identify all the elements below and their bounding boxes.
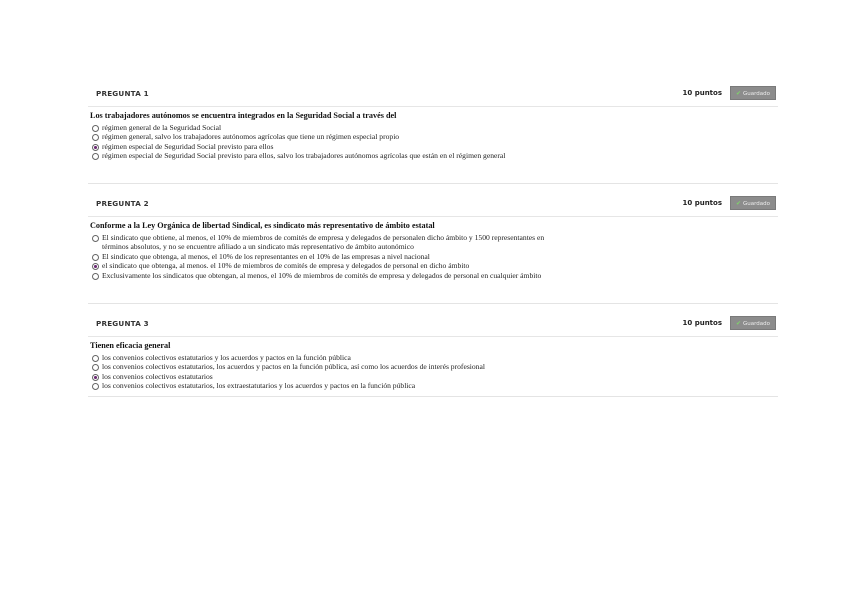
answer-option[interactable] <box>92 381 778 390</box>
question-divider <box>88 303 778 304</box>
answer-option[interactable] <box>92 233 778 252</box>
radio-button-selected[interactable] <box>92 144 99 151</box>
answer-text: los convenios colectivos estatutarios, los acuerdos y pactos en la función pública, así como los acuerdos de interés profesional <box>102 362 485 372</box>
answer-option[interactable] <box>92 151 778 160</box>
answer-list <box>88 123 778 161</box>
saved-label: Guardado <box>743 201 771 207</box>
radio-button[interactable] <box>92 383 99 390</box>
question-points: 10 puntos <box>682 89 722 97</box>
answer-option[interactable] <box>92 142 778 151</box>
answer-text: régimen especial de Seguridad Social previsto para ellos <box>102 141 274 151</box>
answer-option[interactable] <box>92 271 778 280</box>
check-icon: ✔ <box>735 90 741 97</box>
question-divider <box>88 183 778 184</box>
check-icon: ✔ <box>735 320 741 327</box>
question-points: 10 puntos <box>682 319 722 327</box>
question-label: PREGUNTA 3 <box>96 319 149 328</box>
answer-text: El sindicato que obtiene, al menos, el 10% de miembros de comités de empresa y delegados de personalen dicho ámbito y 1500 representantes en <box>102 233 545 242</box>
saved-badge <box>730 316 776 330</box>
question-divider <box>88 396 778 397</box>
answer-text: El sindicato que obtenga, al menos, el 10% de los representantes en el 10% de las empresas a nivel nacional <box>102 251 430 261</box>
answer-text: régimen general de la Seguridad Social <box>102 123 222 132</box>
answer-option[interactable] <box>92 372 778 381</box>
answer-text: régimen general, salvo los trabajadores autónomos agrícolas que tiene un régimen especial propio <box>102 132 400 142</box>
radio-button[interactable] <box>92 125 99 132</box>
answer-option[interactable] <box>92 252 778 261</box>
question-1 <box>88 86 778 161</box>
question-header <box>88 196 778 217</box>
radio-button[interactable] <box>92 254 99 261</box>
radio-button[interactable] <box>92 273 99 280</box>
answer-option[interactable] <box>92 132 778 141</box>
radio-button-selected[interactable] <box>92 263 99 270</box>
radio-button[interactable] <box>92 134 99 141</box>
check-icon: ✔ <box>735 200 741 207</box>
radio-button-selected[interactable] <box>92 374 99 381</box>
saved-label: Guardado <box>743 321 771 327</box>
radio-button[interactable] <box>92 364 99 371</box>
question-points: 10 puntos <box>682 199 722 207</box>
question-3 <box>88 316 778 391</box>
radio-button[interactable] <box>92 153 99 160</box>
answer-option[interactable] <box>92 353 778 362</box>
question-label: PREGUNTA 2 <box>96 199 149 208</box>
question-header <box>88 316 778 337</box>
answer-option[interactable] <box>92 261 778 270</box>
answer-option[interactable] <box>92 362 778 371</box>
question-text: Tienen eficacia general <box>90 341 171 350</box>
question-label: PREGUNTA 1 <box>96 89 149 98</box>
question-2 <box>88 196 778 280</box>
question-text: Conforme a la Ley Orgánica de libertad Sindical, es sindicato más representativo de ámbito estatal <box>90 221 435 230</box>
saved-label: Guardado <box>743 91 771 97</box>
answer-list <box>88 353 778 391</box>
saved-badge <box>730 196 776 210</box>
answer-text: régimen especial de Seguridad Social previsto para ellos, salvo los trabajadores autónomos agrícolas que están en el régimen general <box>102 151 506 161</box>
radio-button[interactable] <box>92 235 99 242</box>
answer-text: los convenios colectivos estatutarios y los acuerdos y pactos en la función pública <box>102 353 351 362</box>
question-text: Los trabajadores autónomos se encuentra integrados en la Seguridad Social a través del <box>90 111 397 120</box>
answer-text: los convenios colectivos estatutarios, los extraestatutarios y los acuerdos y pactos en la función pública <box>102 381 416 391</box>
saved-badge <box>730 86 776 100</box>
answer-text: el sindicato que obtenga, al menos. el 10% de miembros de comités de empresa y delegados de personal en dicho ámbito <box>102 261 470 271</box>
answer-text: Exclusivamente los sindicatos que obtengan, al menos, el 10% de miembros de comités de empresa y delegados de personal en cualquier ámbito <box>102 270 542 280</box>
question-header <box>88 86 778 107</box>
answer-text-continued: términos absolutos, y no se encuentre afiliado a un sindicato más representativo de ámbito autonómico <box>102 242 414 252</box>
radio-button[interactable] <box>92 355 99 362</box>
answer-list <box>88 233 778 280</box>
answer-text: los convenios colectivos estatutarios <box>102 371 213 381</box>
answer-option[interactable] <box>92 123 778 132</box>
